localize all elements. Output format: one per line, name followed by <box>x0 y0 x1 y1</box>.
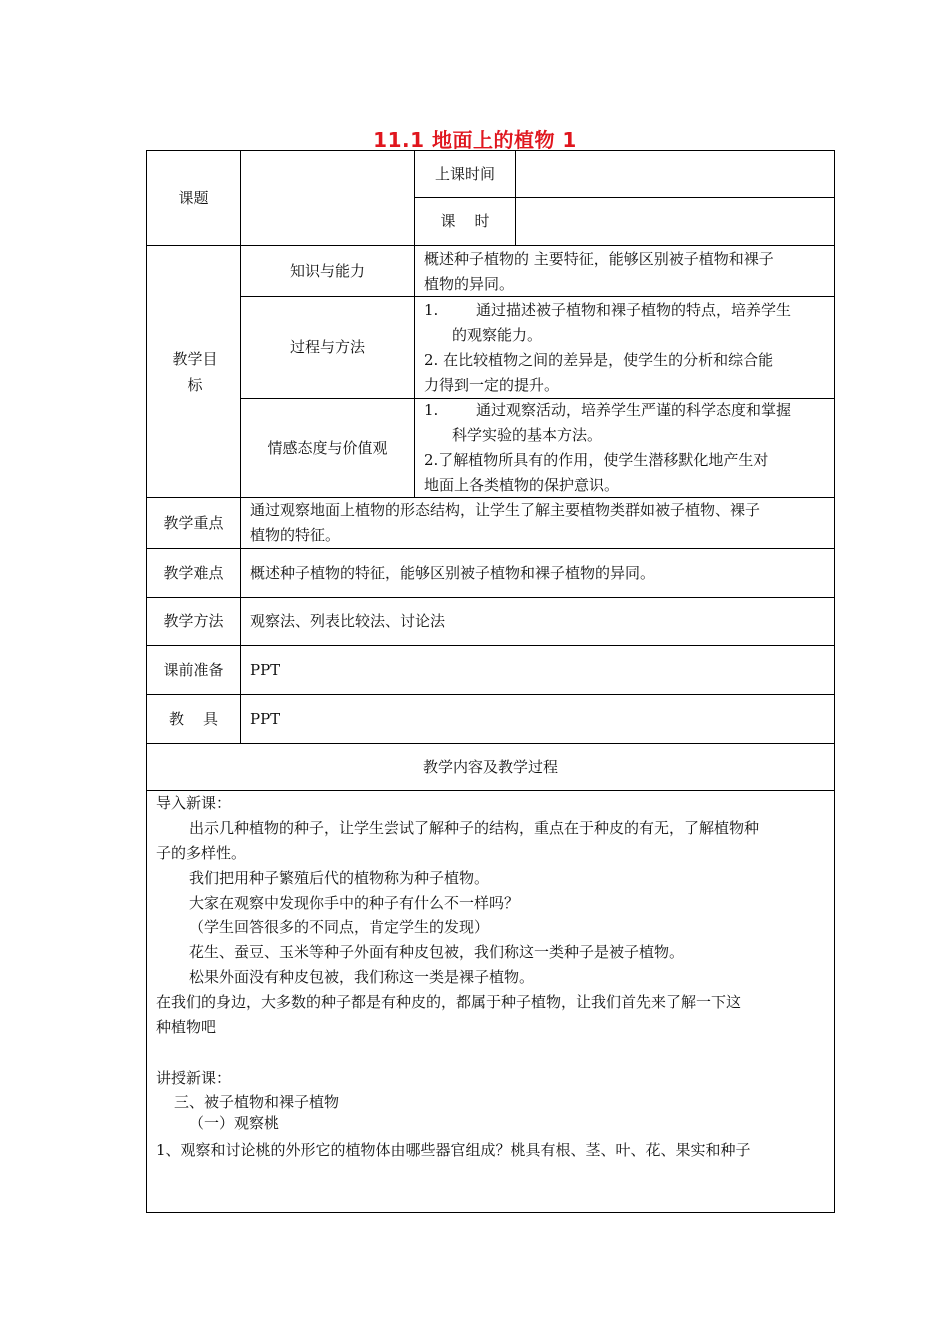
text-line: 概述种子植物的 主要特征，能够区别被子植物和裸子 <box>424 250 774 268</box>
class-time-label: 上课时间 <box>434 164 495 183</box>
process-header: 教学内容及教学过程 <box>422 757 558 776</box>
intro-line: 出示几种植物的种子，让学生尝试了解种子的结构，重点在于种皮的有无，了解植物种 <box>189 819 760 837</box>
goals-label: 教学目标 <box>172 349 218 394</box>
divider <box>515 150 516 245</box>
intro-heading: 导入新课： <box>156 794 232 812</box>
divider <box>146 790 835 791</box>
subsection-heading: （一）观察桃 <box>189 1114 280 1132</box>
goal-process-label: 过程与方法 <box>289 338 365 356</box>
intro-line: 子的多样性。 <box>156 844 247 862</box>
text-line: 的观察能力。 <box>452 326 543 344</box>
list-item <box>424 398 832 423</box>
goal-attitude-label: 情感态度与价值观 <box>267 438 388 457</box>
text-line: 通过观察地面上植物的形态结构，让学生了解主要植物类群如被子植物、裸子 <box>250 501 761 519</box>
question-line: 1、观察和讨论桃的外形它的植物体由哪些器官组成？桃具有根、茎、叶、花、果实和种子 <box>156 1141 751 1159</box>
key-points-label: 教学重点 <box>163 513 224 532</box>
class-time-value <box>522 151 832 197</box>
document-title: 11.1 地面上的植物 1 <box>373 128 577 152</box>
text-line: 2.了解植物所具有的作用，使学生潜移默化地产生对 <box>424 451 769 469</box>
key-points-text <box>250 498 832 548</box>
goal-knowledge-text <box>424 247 832 297</box>
intro-line: 大家在观察中发现你手中的种子有什么不一样吗？ <box>189 894 520 912</box>
list-item <box>424 298 832 323</box>
periods-label: 课 时 <box>440 212 490 230</box>
text-line: 植物的特征。 <box>250 526 341 544</box>
lecture-heading: 讲授新课： <box>156 1069 232 1087</box>
methods-text: 观察法、列表比较法、讨论法 <box>250 612 446 630</box>
text-line: 地面上各类植物的保护意识。 <box>424 476 620 494</box>
section-heading: 三、被子植物和裸子植物 <box>174 1093 340 1111</box>
text-line: 植物的异同。 <box>424 275 515 293</box>
methods-label: 教学方法 <box>163 612 224 630</box>
intro-line: 花生、蚕豆、玉米等种子外面有种皮包被，我们称这一类种子是被子植物。 <box>189 943 685 961</box>
preparation-label: 课前准备 <box>163 660 224 679</box>
text-line: 通过观察活动，培养学生严谨的科学态度和掌握 <box>476 401 792 419</box>
text-line: 通过描述被子植物和裸子植物的特点，培养学生 <box>476 301 792 319</box>
difficulties-label: 教学难点 <box>163 563 224 582</box>
periods-value <box>522 198 832 245</box>
preparation-text: PPT <box>250 660 281 679</box>
intro-line: 在我们的身边，大多数的种子都是有种皮的，都属于种子植物，让我们首先来了解一下这 <box>156 993 742 1011</box>
difficulties-text: 概述种子植物的特征，能够区别被子植物和裸子植物的异同。 <box>250 563 656 582</box>
goal-process-text <box>424 298 832 398</box>
list-number: 1. <box>424 401 439 419</box>
goal-knowledge-label: 知识与能力 <box>289 261 365 280</box>
intro-line: 种植物吧 <box>156 1018 217 1036</box>
text-line: 科学实验的基本方法。 <box>452 426 603 444</box>
intro-line: 松果外面没有种皮包被，我们称这一类是裸子植物。 <box>189 968 535 986</box>
goal-attitude-text <box>424 398 832 498</box>
intro-line: （学生回答很多的不同点，肯定学生的发现） <box>189 918 490 936</box>
intro-line: 我们把用种子繁殖后代的植物称为种子植物。 <box>189 869 490 887</box>
teaching-aids-text: PPT <box>250 709 281 728</box>
teaching-aids-label: 教 具 <box>168 709 219 728</box>
list-number: 1. <box>424 301 439 319</box>
topic-label: 课题 <box>178 188 209 207</box>
text-line: 力得到一定的提升。 <box>424 376 560 394</box>
text-line: 2. 在比较植物之间的差异是，使学生的分析和综合能 <box>424 351 774 369</box>
